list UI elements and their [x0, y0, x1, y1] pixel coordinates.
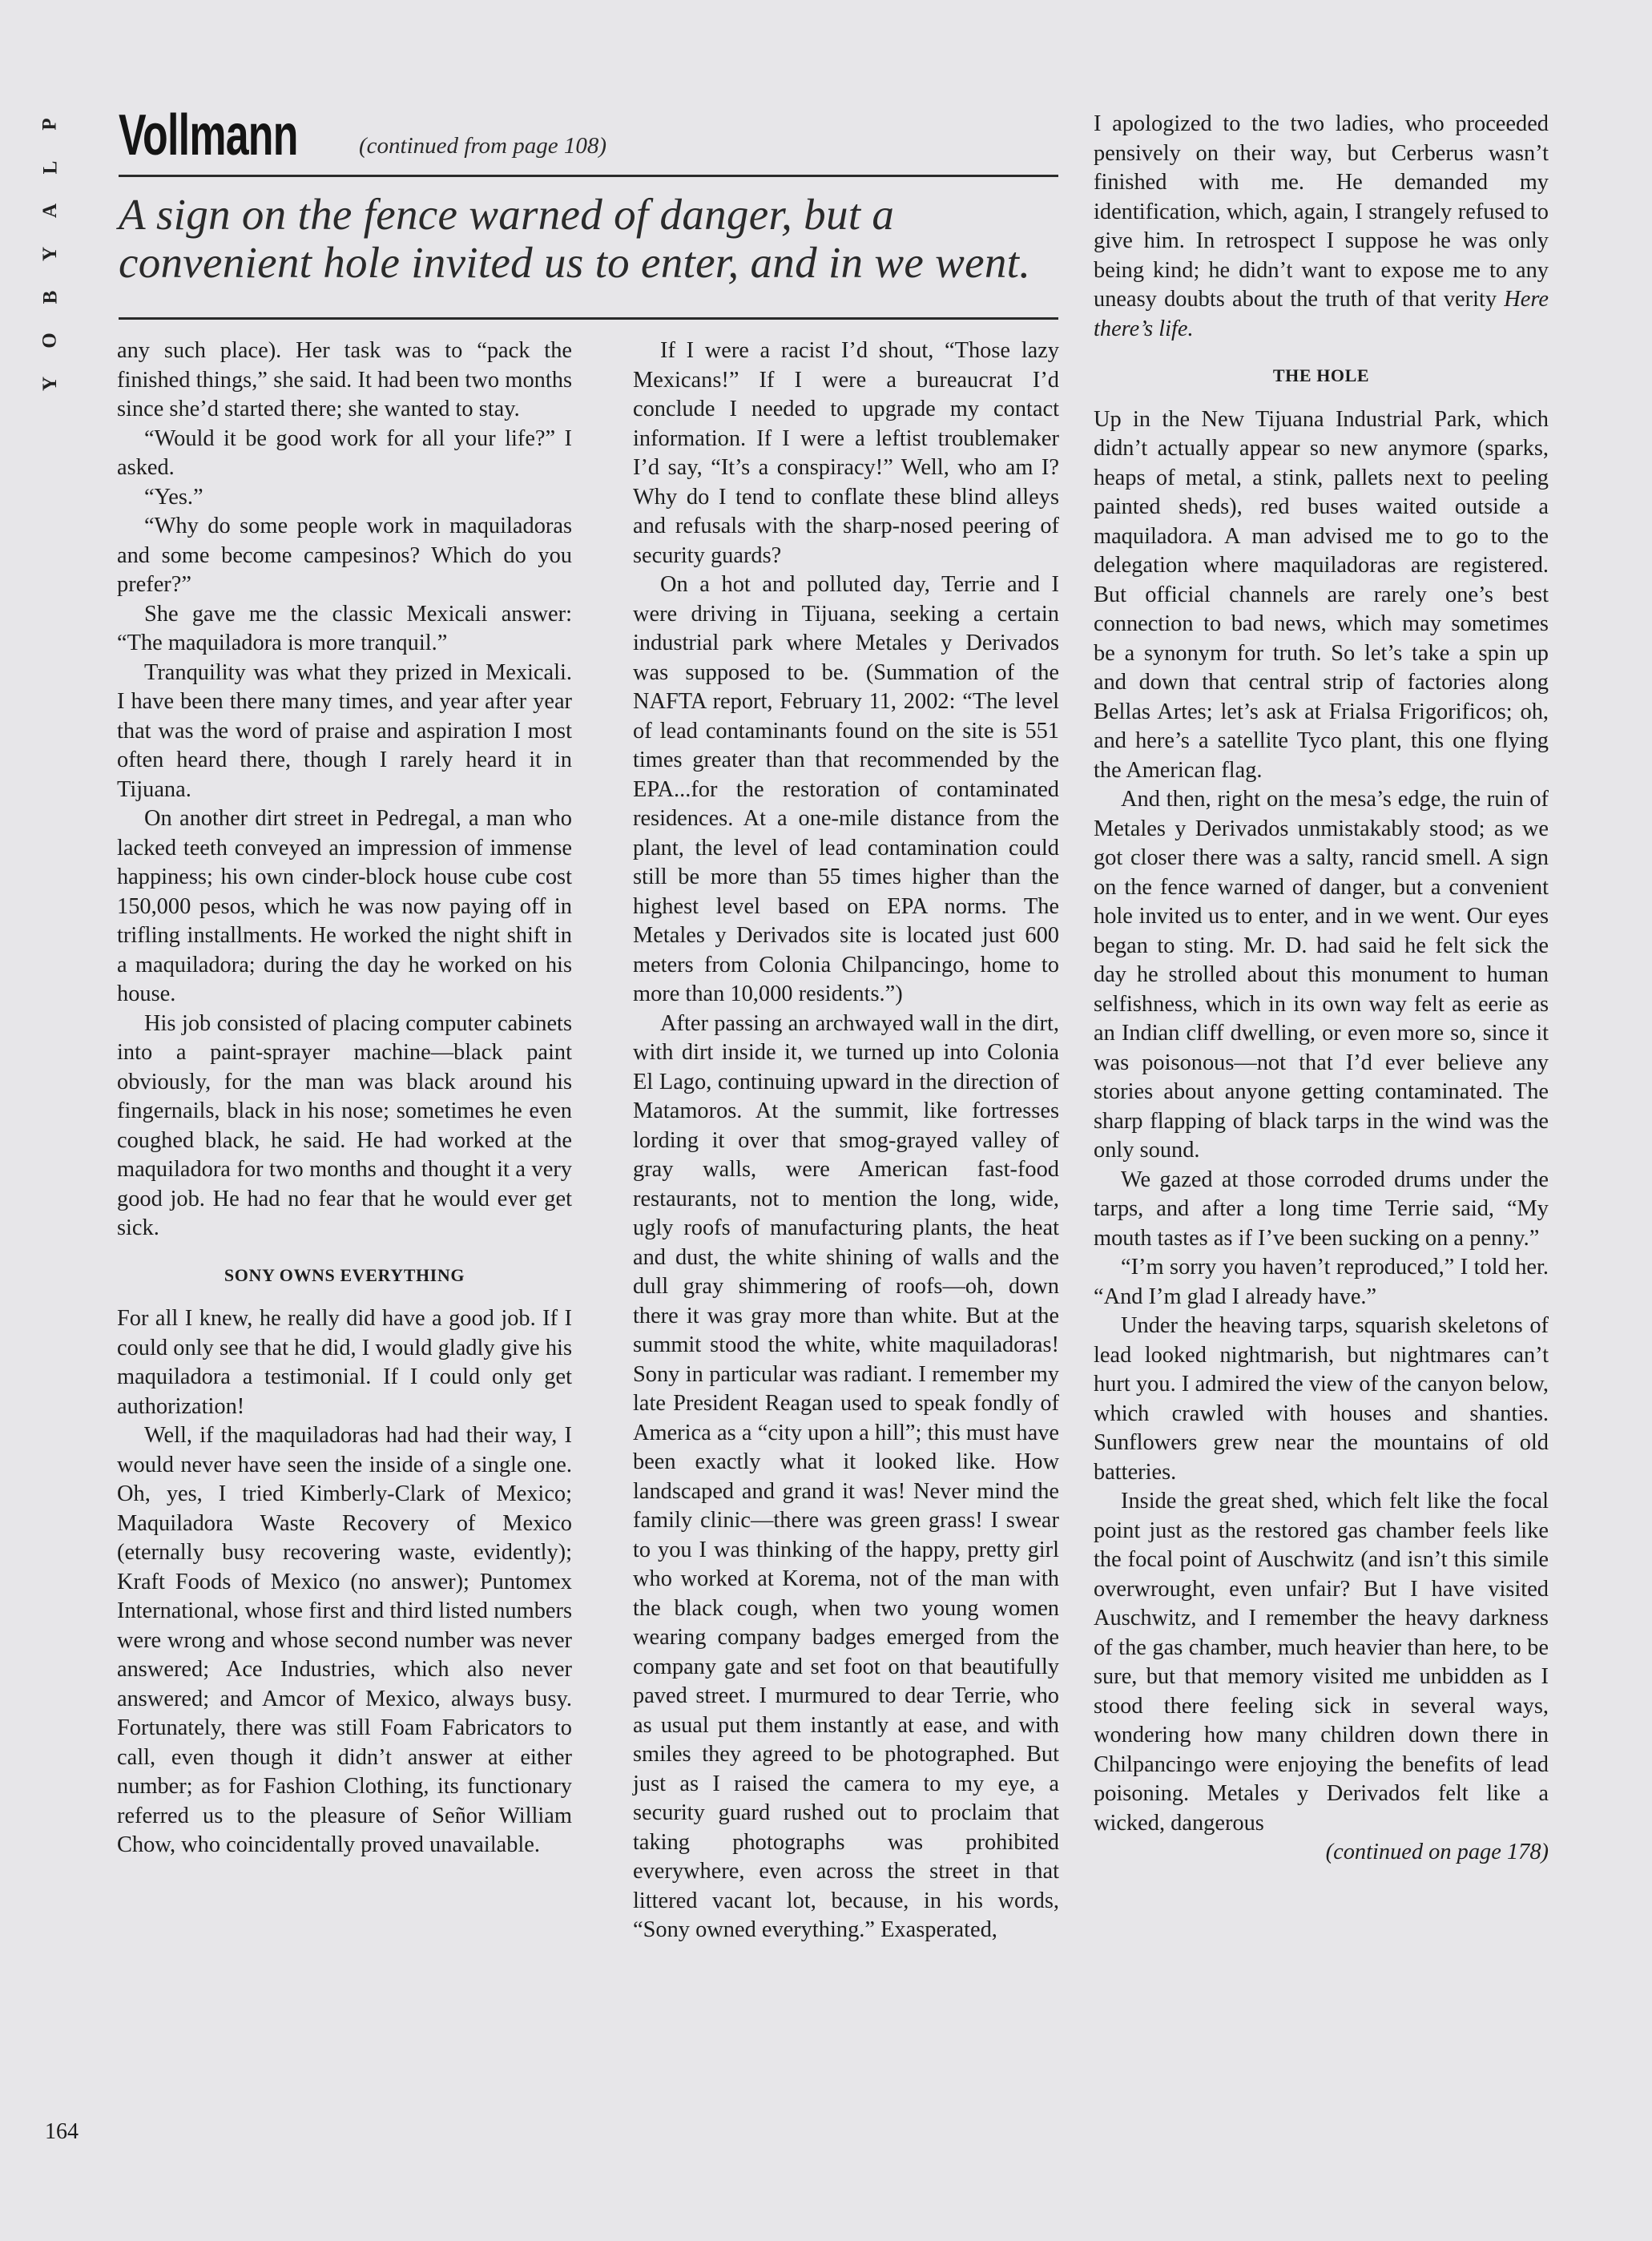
paragraph: “Yes.” — [144, 484, 203, 510]
paragraph: His job consisted of placing computer cabinets into a paint-sprayer machine—black paint obviously, for the man was black around his fingernails, black in his nose; sometimes he even coughed black, he said. He had worked at the maquiladora for two months and thought it a very good job. He had no fear that he would ever get sick. — [117, 1010, 572, 1240]
page-number: 164 — [45, 2119, 79, 2144]
paragraph: Under the heaving tarps, squarish skeletons of lead looked nightmarish, but nightmares can’t hurt you. I admired the view of the canyon below, which crawled with houses and shanties. Sunflowers grew near the mountains of old batteries. — [1094, 1313, 1549, 1485]
paragraph: If I were a racist I’d shout, “Those lazy Mexicans!” If I were a bureaucrat I’d conclude I needed to upgrade my contact information. If I were a leftist troublemaker I’d say, “It’s a conspiracy!” Well, who am I? Why do I tend to conflate these blind alleys and refusals with the sharp-nosed peering of security guards? — [633, 338, 1059, 568]
magazine-name-vertical — [30, 103, 71, 392]
paragraph: For all I knew, he really did have a good job. If I could only see that he did, I would gladly give his maquiladora a testimonial. If I could only get authorization! — [117, 1306, 572, 1419]
italic-phrase: Here there’s life. — [1094, 287, 1549, 341]
paragraph: We gazed at those corroded drums under the tarps, and after a long time Terrie said, “My mouth tastes as if I’ve been sucking on a penny.” — [1094, 1167, 1549, 1251]
magazine-letter: P — [39, 118, 61, 131]
paragraph: And then, right on the mesa’s edge, the ruin of Metales y Derivados unmistakably stood; as we got closer there was a salty, rancid smell. A sign on the fence warned of danger, but a convenient hole invited us to enter, and in we went. Our eyes began to sting. Mr. D. had said he felt sick the day he strolled about this monument to human selfishness, which in its own way felt as eerie as an Indian cliff dwelling, or even more so, since it was poisonous—not that I’d ever believe any stories about anyone getting contaminated. The sharp flapping of black tarps in the wind was the only sound. — [1094, 787, 1549, 1163]
magazine-letter: Y — [39, 376, 61, 392]
magazine-letter: O — [38, 333, 61, 349]
section-heading: SONY OWNS EVERYTHING — [224, 1264, 465, 1285]
pull-quote: A sign on the fence warned of danger, but a convenient hole invited us to enter, and in we went. — [119, 190, 1031, 287]
text-column-2 — [633, 337, 1059, 1945]
paragraph: “Why do some people work in maquiladoras and some become campesinos? Which do you prefer?” — [117, 514, 572, 597]
header-rule-top — [119, 175, 1058, 177]
paragraph: “I’m sorry you haven’t reproduced,” I told her. “And I’m glad I already have.” — [1094, 1255, 1549, 1309]
magazine-letter: A — [39, 203, 61, 219]
header-rule-bottom — [119, 317, 1058, 320]
magazine-letter: L — [39, 160, 61, 175]
text-column-3 — [1094, 110, 1549, 1868]
paragraph — [1094, 110, 1549, 344]
paragraph: Up in the New Tijuana Industrial Park, which didn’t actually appear so new anymore (sparks, heaps of metal, a stink, pallets next to peeling painted sheds), red buses waited outside a maquiladora. A man advised me to go to the delegation where maquiladoras are registered. But official channels are rarely one’s best connection to bad news, which may sometimes be a synonym for truth. So let’s take a spin up and down that central strip of factories along Bellas Artes; let’s ask at Frialsa Frigorificos; oh, and here’s a satellite Tyco plant, this one flying the American flag. — [1094, 406, 1549, 783]
paragraph: After passing an archwayed wall in the dirt, with dirt inside it, we turned up into Colonia El Lago, continuing upward in the direction of Matamoros. At the summit, like fortresses lording it over that smog-grayed valley of gray walls, were American fast-food restaurants, not to mention the long, wide, ugly roofs of manufacturing plants, the heat and dust, the white shining of walls and the dull gray shimmering of roofs—oh, down there it was gray more than white. But at the summit stood the white, white maquiladoras! Sony in particular was radiant. I remember my late President Reagan used to speak fondly of America as a “city upon a hill”; this must have been exactly what it looked like. How landscaped and grand it was! Never mind the family clinic—there was green grass! I swear to you I was thinking of the happy, pretty girl who worked at Korema, not of the man with the black cough, when two young women wearing company badges emerged from the company gate and set foot on that beautifully paved street. I murmured to dear Terrie, who as usual put them instantly at ease, and with smiles they agreed to be photographed. But just as I raised the camera to my eye, a security guard rushed out to proclaim that taking photographs was prohibited everywhere, even across the street in that littered vacant lot, because, in his words, “Sony owned everything.” Exasperated, — [633, 1010, 1059, 1942]
paragraph: Well, if the maquiladoras had had their way, I would never have seen the inside of a single one. Oh, yes, I tried Kimberly-Clark of Mexico; Maquiladora Waste Recovery of Mexico (eternally busy recovering waste, evidently); Kraft Foods of Mexico (no answer); Puntomex International, whose first and third listed numbers were wrong and whose second number was never answered; Ace Industries, which also never answered; and Amcor of Mexico, always busy. Fortunately, there was still Foam Fabricators to call, even though it didn’t answer at either number; as for Fashion Clothing, its functionary referred us to the pleasure of Señor William Chow, who coincidentally proved unavailable. — [117, 1423, 572, 1857]
magazine-letter: B — [39, 290, 61, 304]
paragraph: “Would it be good work for all your life?” I asked. — [117, 425, 572, 480]
continued-from-note: (continued from page 108) — [359, 133, 607, 159]
section-heading: THE HOLE — [1272, 365, 1370, 385]
paragraph-text: I apologized to the two ladies, who proceeded pensively on their way, but Cerberus wasn’t finished with me. He demanded my identification, which, again, I strangely refused to give him. In retrospect I suppose he was only being kind; he didn’t want to expose me to any uneasy doubts about the truth of that verity — [1094, 111, 1549, 312]
continued-on-note: (continued on page 178) — [1325, 1840, 1549, 1864]
paragraph: On another dirt street in Pedregal, a man who lacked teeth conveyed an impression of immense happiness; his own cinder-block house cube cost 150,000 pesos, which he was now paying off in trifling installments. He worked the night shift in a maquiladora; during the day he worked on his house. — [117, 806, 572, 1006]
article-title: Vollmann — [119, 103, 298, 167]
paragraph: Tranquility was what they prized in Mexicali. I have been there many times, and year after year that was the word of praise and aspiration I most often heard there, though I rarely heard it in Tijuana. — [117, 659, 572, 802]
paragraph: Inside the great shed, which felt like the focal point just as the restored gas chamber feels like the focal point of Auschwitz (and isn’t this simile overwrought, even unfair? But I have visited Auschwitz, and I remember the heavy darkness of the gas chamber, much heavier than here, to be sure, but that memory visited me unbidden as I stood there feeling sick in several ways, wondering how many children down there in Chilpancingo were enjoying the benefits of lead poisoning. Metales y Derivados felt like a wicked, dangerous — [1094, 1489, 1549, 1836]
paragraph: She gave me the classic Mexicali answer: “The maquiladora is more tranquil.” — [117, 601, 572, 655]
text-column-1 — [117, 337, 572, 1860]
paragraph: On a hot and polluted day, Terrie and I were driving in Tijuana, seeking a certain industrial park where Metales y Derivados was supposed to be. (Summation of the NAFTA report, February 11, 2002: “The level of lead contaminants found on the site is 551 times greater than that recommended by the EPA...for the restoration of contaminated residences. At a one-mile distance from the plant, the level of lead contamination could still be more than 55 times higher than the highest level based on EPA norms. The Metales y Derivados site is located just 600 meters from Colonia Chilpancingo, home to more than 10,000 residents.”) — [633, 572, 1059, 1006]
paragraph: any such place). Her task was to “pack the finished things,” she said. It had been two months since she’d started there; she wanted to stay. — [117, 338, 572, 421]
magazine-letter: Y — [39, 246, 61, 262]
